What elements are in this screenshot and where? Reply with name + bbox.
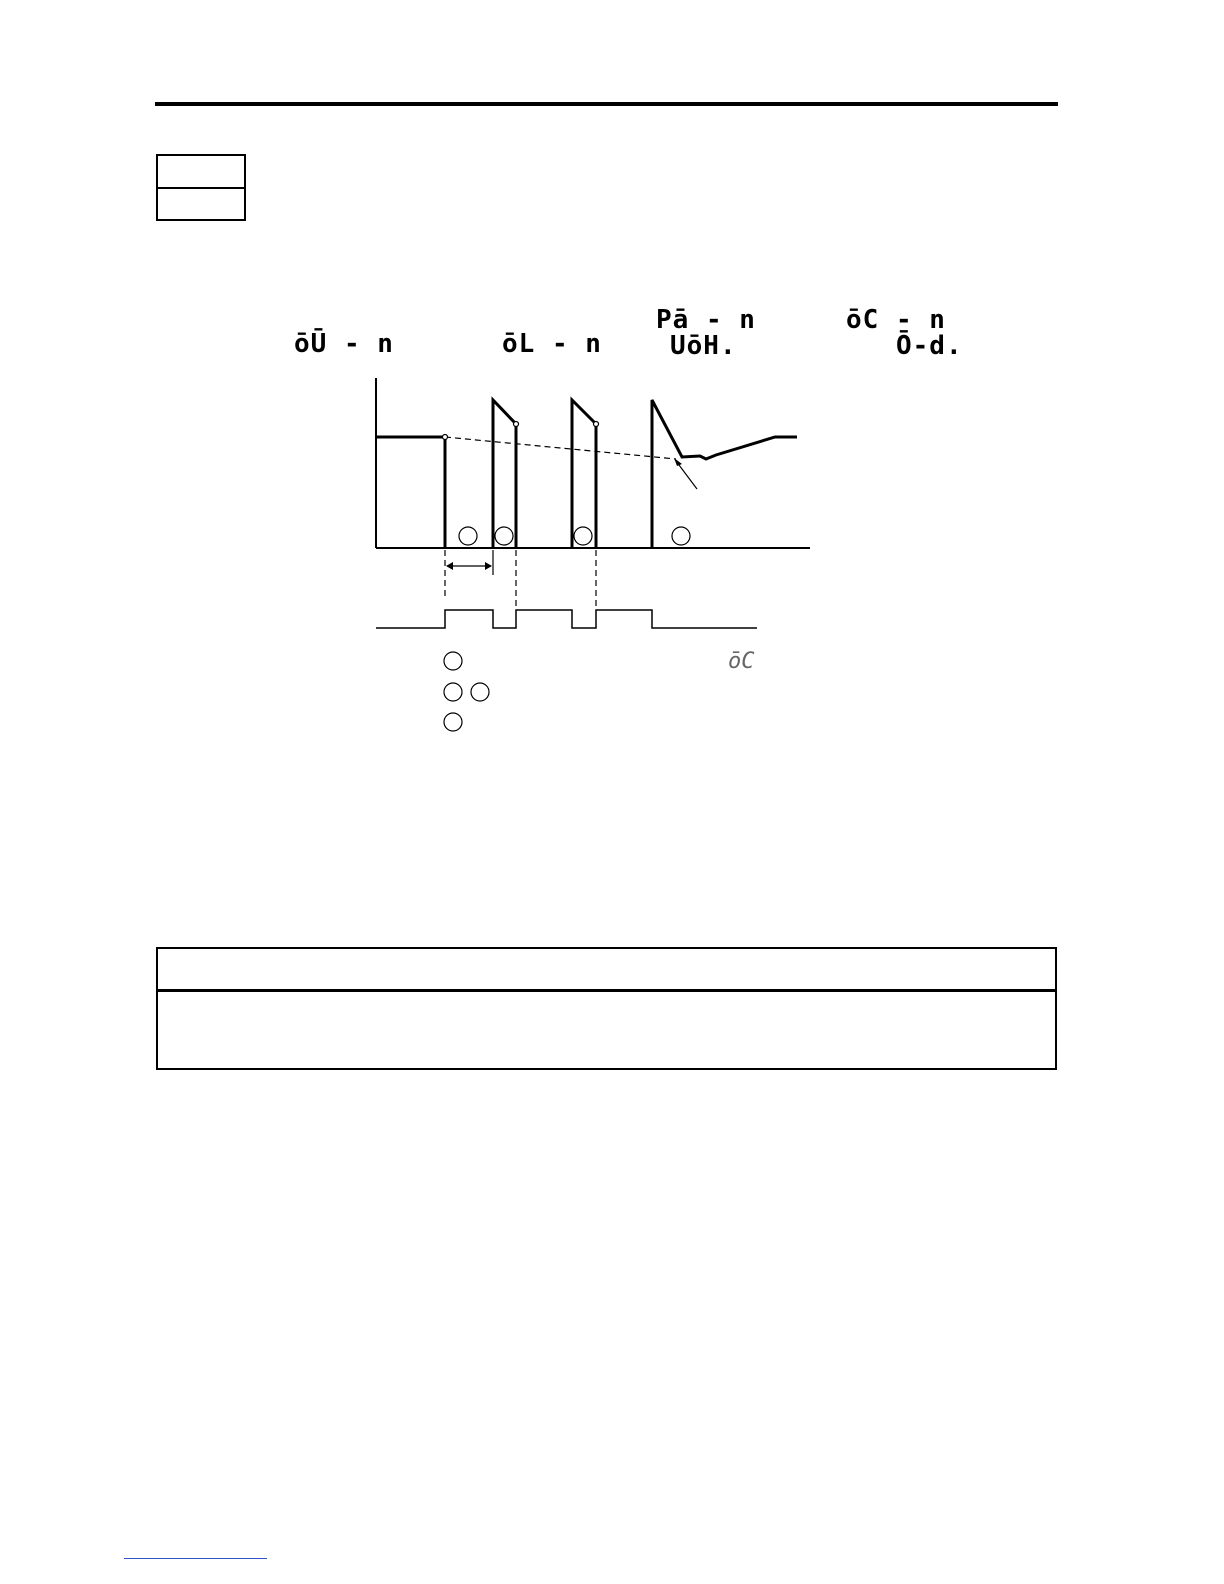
pointer-arrow-head [674, 458, 682, 466]
speed-trace-recovery [652, 400, 797, 548]
footer-link-underline[interactable] [124, 1558, 267, 1559]
pulse-train [376, 610, 757, 628]
speed-trace-pulse-1 [493, 400, 516, 548]
decay-reference-line [445, 437, 676, 459]
legend-circle [444, 683, 462, 701]
label-restart-bottom: Ō-d. [896, 331, 963, 361]
step-circle [459, 527, 477, 545]
speed-trace-pulse-2 [572, 400, 596, 548]
speed-trace-initial [376, 437, 445, 548]
label-restart-top: ōC - n [846, 305, 946, 335]
step-circle [495, 527, 513, 545]
marker-point [514, 422, 519, 427]
legend-circle [444, 713, 462, 731]
legend-code: ōC [728, 649, 755, 674]
step-circle [574, 527, 592, 545]
marker-point [594, 422, 599, 427]
pointer-arrow [676, 461, 697, 489]
label-recovery-top: Pā - n [656, 305, 756, 335]
legend-circle [444, 652, 462, 670]
step-circle [672, 527, 690, 545]
note-box [156, 947, 1057, 1070]
interval-arrow-right-head [485, 562, 492, 570]
label-power-off: ōŪ - n [294, 329, 394, 359]
label-power-loss: ōL - n [502, 329, 602, 359]
label-recovery-bottom: UōH. [670, 331, 737, 361]
note-box-header-rule [158, 989, 1055, 992]
marker-point [443, 435, 448, 440]
legend-circle [471, 683, 489, 701]
interval-arrow-left-head [446, 562, 453, 570]
